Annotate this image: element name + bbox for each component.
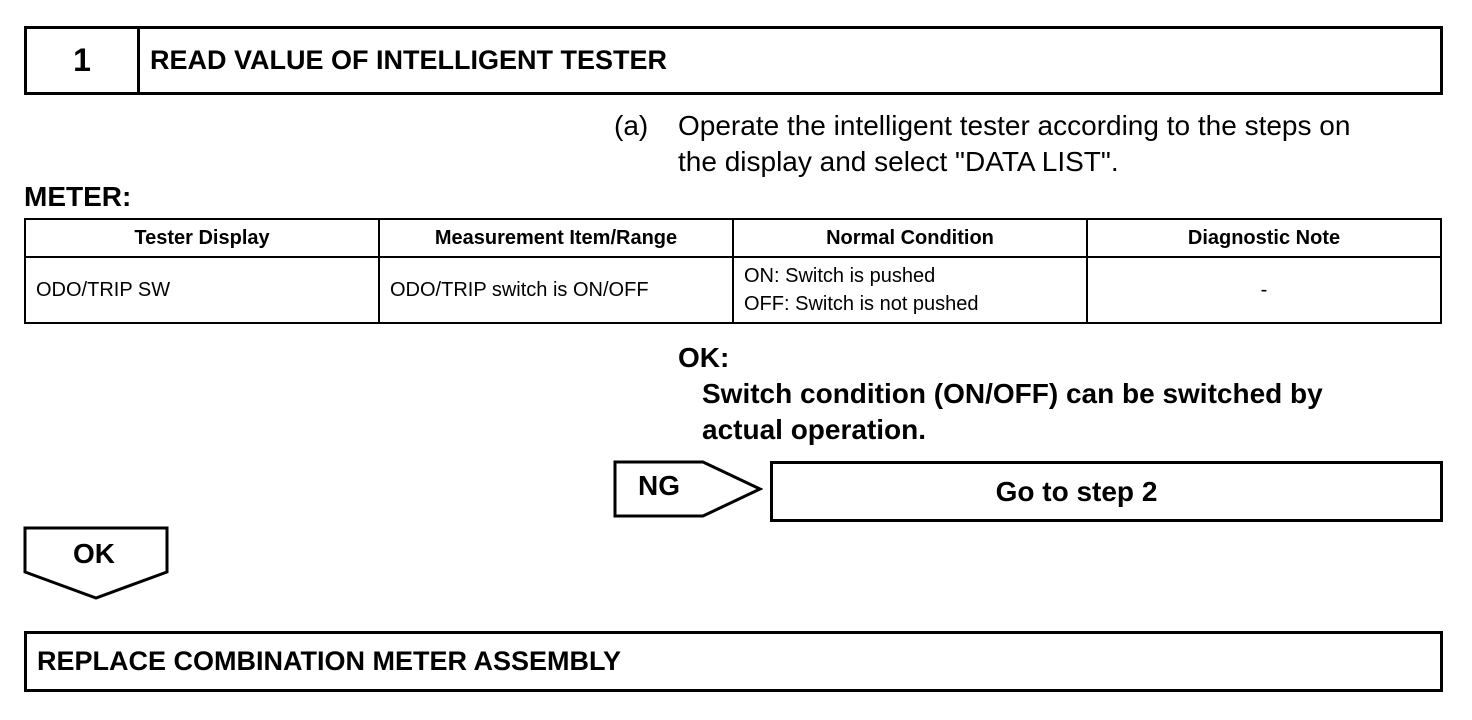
cell-tester-display: ODO/TRIP SW (25, 257, 379, 323)
cell-normal-condition (733, 257, 1087, 323)
step-number: 1 (27, 29, 140, 92)
header-measurement: Measurement Item/Range (379, 219, 733, 257)
final-action: REPLACE COMBINATION METER ASSEMBLY (24, 631, 1443, 692)
instruction (614, 108, 1434, 180)
instruction-marker: (a) (614, 110, 649, 141)
header-diagnostic-note: Diagnostic Note (1087, 219, 1441, 257)
data-list-table (24, 218, 1442, 324)
header-normal-condition: Normal Condition (733, 219, 1087, 257)
normal-condition-off: OFF: Switch is not pushed (744, 293, 979, 315)
instruction-line-2: the display and select "DATA LIST". (678, 146, 1119, 177)
table-header-row (25, 219, 1441, 257)
ok-arrow-label: OK (73, 538, 115, 569)
cell-measurement: ODO/TRIP switch is ON/OFF (379, 257, 733, 323)
ok-condition-line-1: Switch condition (ON/OFF) can be switched by (702, 378, 1323, 409)
ok-condition-label: OK: (678, 342, 730, 373)
header-tester-display: Tester Display (25, 219, 379, 257)
cell-diagnostic-note: - (1087, 257, 1441, 323)
table-row (25, 257, 1441, 323)
ok-condition-line-2: actual operation. (702, 414, 927, 445)
normal-condition-on: ON: Switch is pushed (744, 265, 936, 287)
ng-arrow-icon (613, 460, 763, 518)
ok-condition (678, 340, 1438, 448)
section-label: METER: (24, 181, 132, 212)
step-title: READ VALUE OF INTELLIGENT TESTER (150, 45, 668, 75)
ng-label: NG (638, 470, 680, 501)
instruction-line-1: Operate the intelligent tester according to the steps on (678, 110, 1351, 141)
go-to-step-link[interactable]: Go to step 2 (770, 461, 1443, 522)
step-header (24, 26, 1443, 95)
